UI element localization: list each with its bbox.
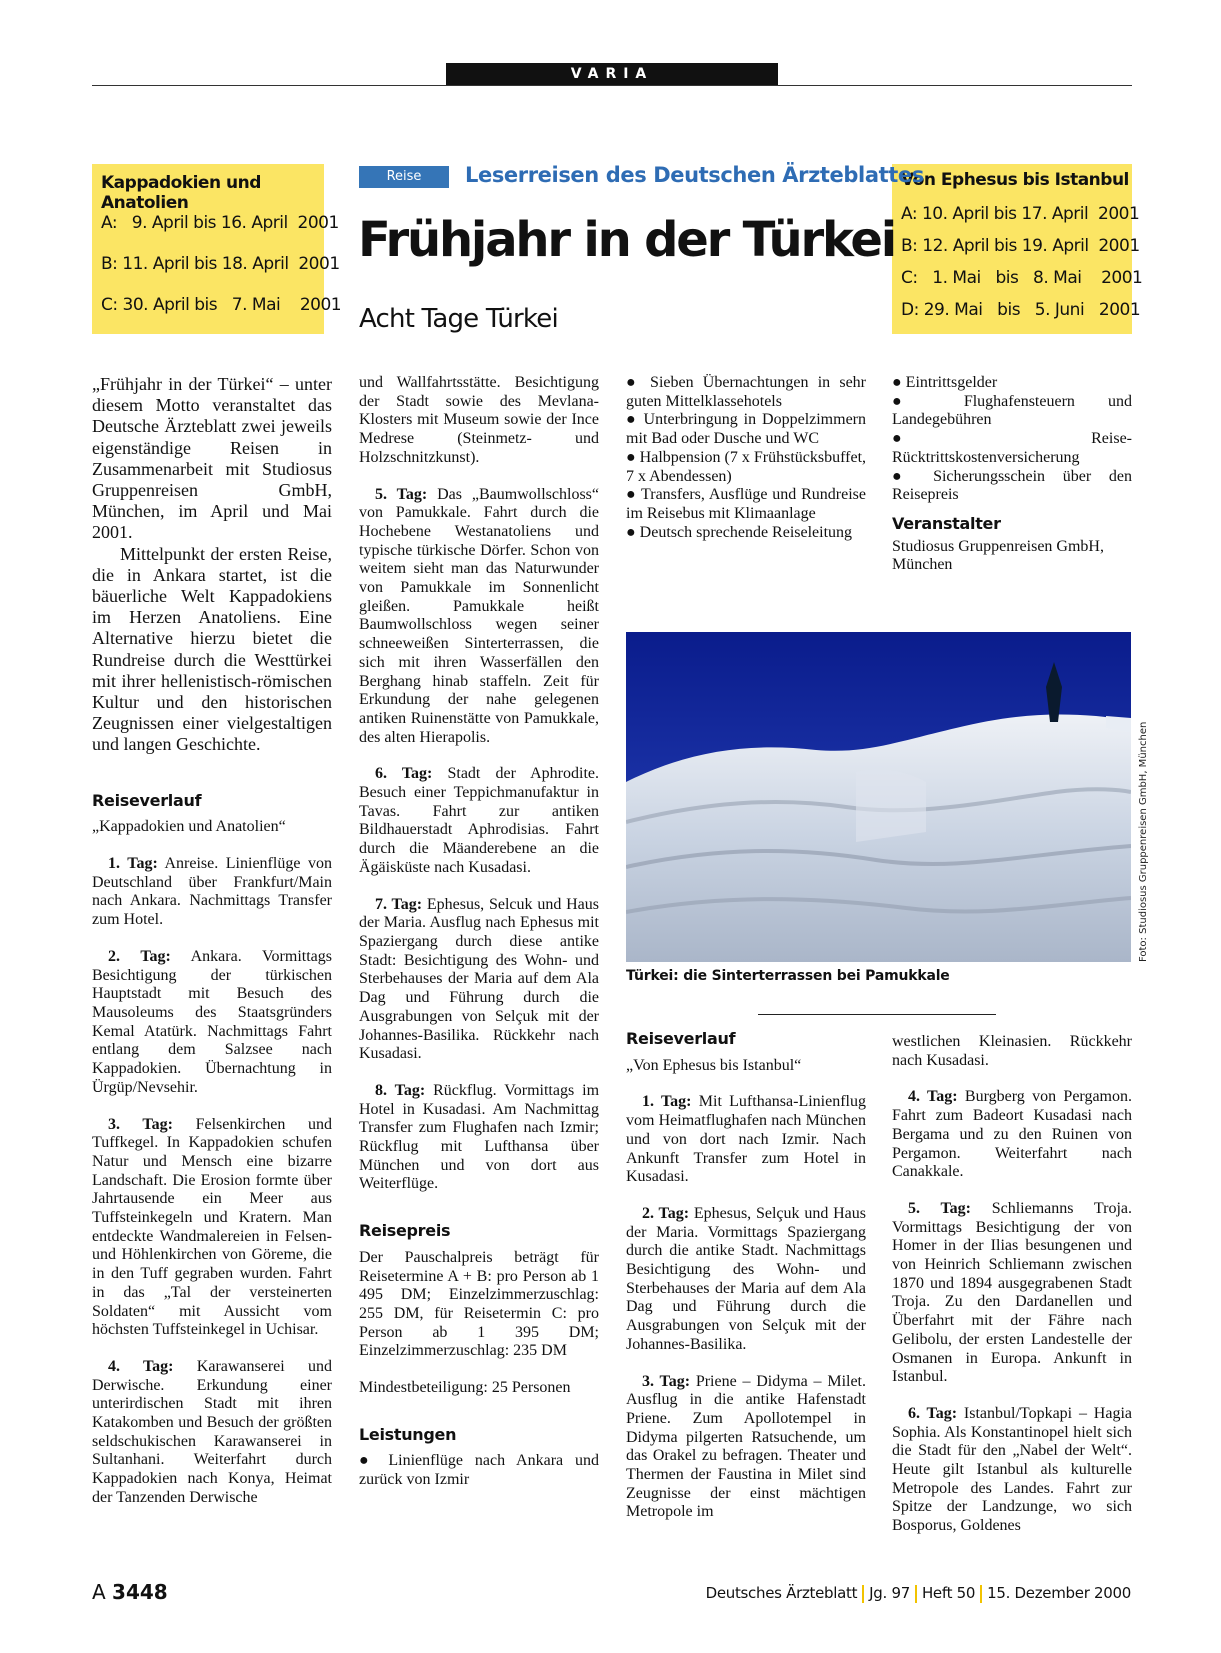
box-title: Kappadokien und Anatolien (101, 173, 261, 213)
service-item: ● Deutsch sprechende Reiseleitung (626, 523, 853, 541)
journal-volume: Jg. 97 (869, 1584, 910, 1602)
page-prefix: A (92, 1580, 106, 1604)
day-entry (892, 1405, 1132, 1536)
column-2 (359, 374, 599, 1490)
day-label: 1. Tag: (108, 855, 158, 873)
continued-text: und Wallfahrtsstätte. Besichtigung der Stadt sowie des Mevlana-Klosters mit Museum sowie der Ince Medrese (Steinmetz- und Holzschnitzkunst). (359, 374, 599, 466)
section-heading-leistungen: Leistungen (359, 1424, 457, 1444)
day-label: 4. Tag: (108, 1357, 174, 1375)
service-item: ● Eintrittsgelder (892, 374, 998, 391)
day-text: Istanbul/Topkapi – Hagia Sophia. Als Konstantinopel hielt sich die Stadt für den „Nabel der Welt“. Heute gilt Istanbul als kulturelle Metropole des Landes. Fahrt zur Spitze der Landzunge, wo sich Bosporus, Goldenes (892, 1404, 1132, 1535)
date-line-b: B: 12. April bis 19. April 2001 (901, 236, 1140, 256)
day-text: Priene – Didyma – Milet. Ausflug in die antike Hafenstadt Priene. Zum Apollotempel in Didyma pilgerten Ratsuchende, um das Orakel zu befragen. Theater und Thermen der Faustina in Milet sind Zeugnisse der einst mächtigen Metropole im (626, 1372, 867, 1521)
column-4-itinerary (892, 1033, 1132, 1536)
day-text: Ankara. Vormittags Besichtigung der türkischen Hauptstadt mit Besuch des Mausoleums des Staatsgründers Kemal Atatürk. Nachmittags Fahrt entlang dem Salzsee nach Kappadokien. Übernachtung in Ürgüp/Nevsehir. (92, 947, 332, 1096)
date-line-a: A: 9. April bis 16. April 2001 (101, 213, 339, 233)
journal-issue: Heft 50 (921, 1584, 976, 1602)
day-entry (92, 1358, 332, 1508)
day-entry (92, 948, 332, 1098)
service-item: ● Linienflüge nach Ankara und zurück von Izmir (359, 1452, 599, 1489)
column-1 (92, 374, 332, 1508)
day-entry (892, 1200, 1132, 1387)
day-entry (359, 1082, 599, 1194)
box-title: Von Ephesus bis Istanbul (901, 170, 1129, 190)
pamukkale-terraces-image (626, 632, 1131, 962)
intro-paragraph-2: Mittelpunkt der ersten Reise, die in Ankara startet, ist die bäuerliche Welt Kappadokiens im Herzen Anatoliens. Eine Alternative hierzu bietet die Rundreise durch die Westtürkei mit ihrer hellenistisch-römischen Kultur und den historischen Zeugnissen einer vielgestaltigen und langen Geschichte. (92, 543, 332, 755)
day-entry (626, 1205, 866, 1355)
date-line-d: D: 29. Mai bis 5. Juni 2001 (901, 300, 1141, 320)
day-text: Felsenkirchen und Tuffkegel. In Kappadokien schufen Natur und Mensch eine bizarre Landschaft. Die Erosion formte über Jahrtausende ein Meer aus Tuffsteinkegeln und Kratern. Man entdeckte Wandmalereien in Felsen- und Höhlenkirchen von Göreme, die in den Tuff gegraben wurden. Fahrt in das „Tal der versteinerten Soldaten“ mit Aussicht vom höchsten Tuffsteinkegel in Uchisar. (92, 1115, 333, 1339)
journal-name: Deutsches Ärzteblatt (705, 1584, 858, 1602)
day-label: 8. Tag: (375, 1081, 426, 1099)
date-line-a: A: 10. April bis 17. April 2001 (901, 204, 1140, 224)
column-3-services (626, 374, 866, 542)
day-text: Ephesus, Selçuk und Haus der Maria. Vormittags Spaziergang durch die antike Stadt. Nachmittags Besichtigung des Wohn- und Sterbehauses der Maria auf dem Ala Dag und Führung durch die Ausgrabungen von Selçuk mit der Johannes-Basilika. (626, 1204, 866, 1353)
article-subtitle: Acht Tage Türkei (359, 304, 558, 334)
section-label: VARIA (446, 63, 778, 85)
day-entry (892, 1088, 1132, 1182)
service-item: ● Unterbringung in Doppelzimmern mit Bad oder Dusche und WC (626, 411, 866, 448)
day-text: Mit Lufthansa-Linienflug vom Heimatflughafen nach München und von dort nach Izmir. Nach Ankunft Transfer zum Hotel in Kusadasi. (626, 1093, 867, 1186)
page-number (92, 1580, 168, 1604)
day-entry (359, 896, 599, 1064)
section-heading-veranstalter: Veranstalter (892, 513, 1001, 533)
photo-caption: Türkei: die Sinterterrassen bei Pamukkale (626, 968, 950, 984)
day-text: Stadt der Aphrodite. Besuch einer Teppichmanufaktur in Tavas. Fahrt zur antiken Bildhauerstadt Aphrodisias. Fahrt durch die Mäanderebene an die Ägäisküste nach Kusadasi. (359, 765, 599, 876)
continued-text: westlichen Kleinasien. Rückkehr nach Kusadasi. (892, 1033, 1132, 1069)
day-label: 5. Tag: (375, 485, 428, 503)
category-tag: Reise (359, 166, 449, 188)
section-divider (758, 1014, 996, 1015)
service-item: ● Sieben Übernachtungen in sehr guten Mittelklassehotels (626, 374, 866, 410)
day-label: 3. Tag: (642, 1372, 691, 1390)
article-title: Frühjahr in der Türkei (358, 212, 896, 268)
day-entry (359, 486, 599, 748)
day-entry (359, 765, 599, 877)
section-heading-reisepreis: Reisepreis (359, 1221, 451, 1241)
day-label: 7. Tag: (375, 895, 423, 913)
organizer-text: Studiosus Gruppenreisen GmbH, München (892, 537, 1104, 574)
day-label: 4. Tag: (908, 1088, 958, 1106)
service-item: ● Halbpension (7 x Frühstücksbuffet, 7 x Abendessen) (626, 448, 867, 485)
day-label: 2. Tag: (642, 1204, 690, 1222)
day-label: 1. Tag: (642, 1093, 692, 1111)
day-text: Das „Baumwollschloss“ von Pamukkale. Fahrt durch die Hochebene Westanatoliens und typische türkische Dörfer. Schon von weitem sieht man das Naturwunder von Pamukkale im Sonnenlicht gleißen. Pamukkale heißt Baumwollschloss wegen seiner schneeweißen Sinterterrassen, die sich mit ihren Wasserfällen den Berghang hinab staffeln. Zeit für Erkundung der nahe gelegenen antiken Ruinenstätte von Pamukkale, des alten Hierapolis. (359, 485, 599, 746)
column-4-services (892, 374, 1132, 575)
day-entry (92, 1116, 332, 1340)
page-number-value: 3448 (112, 1580, 168, 1604)
day-text: Karawanserei und Derwische. Erkundung einer unterirdischen Stadt mit ihren Katakomben und Besuch der größten seldschukischen Karawanserei in Sultanhani. Weiterfahrt durch Kappadokien nach Konya, Heimat der Tanzenden Derwische (92, 1357, 332, 1506)
day-text: Burgberg von Pergamon. Fahrt zum Badeort Kusadasi nach Bergama und zu den Ruinen von Pergamon. Weiterfahrt nach Canakkale. (892, 1088, 1132, 1181)
journal-footer (706, 1584, 1131, 1603)
journal-date: 15. Dezember 2000 (987, 1584, 1131, 1602)
day-entry (626, 1373, 866, 1523)
day-label: 6. Tag: (908, 1404, 958, 1422)
day-label: 6. Tag: (375, 765, 433, 783)
dates-box-kappadokien (92, 164, 342, 334)
photo-pamukkale (626, 632, 1131, 962)
day-label: 3. Tag: (108, 1115, 173, 1133)
photo-credit: Foto: Studiosus Gruppenreisen GmbH, München (1138, 721, 1149, 962)
date-line-b: B: 11. April bis 18. April 2001 (101, 254, 340, 274)
day-text: Anreise. Linienflüge von Deutschland über Frankfurt/Main nach Ankara. Nachmittags Transfer zum Hotel. (92, 855, 332, 929)
column-3-itinerary (626, 1030, 866, 1522)
date-line-c: C: 30. April bis 7. Mai 2001 (101, 295, 342, 315)
service-item: ● Reise-Rücktrittskostenversicherung (892, 430, 1132, 466)
separator (862, 1585, 864, 1603)
separator (915, 1585, 917, 1603)
day-text: Rückflug. Vormittags im Hotel in Kusadasi. Am Nachmittag Transfer zum Flughafen nach Izmir; Rückflug mit Lufthansa über München und von dort aus Weiterflüge. (359, 1081, 600, 1193)
minimum-participants: Mindestbeteiligung: 25 Personen (359, 1379, 571, 1397)
service-item: ● Transfers, Ausflüge und Rundreise im Reisebus mit Klimaanlage (626, 486, 866, 522)
day-entry (626, 1093, 866, 1187)
separator (980, 1585, 982, 1603)
day-text: Ephesus, Selcuk und Haus der Maria. Ausflug nach Ephesus mit Spaziergang durch diese antike Stadt: Besichtigung des Wohn- und Sterbehauses der Maria auf dem Ala Dag und Führung durch die Ausgrabungen von Selçuk mit der Johannes-Basilika. Rückkehr nach Kusadasi. (359, 895, 599, 1063)
day-label: 5. Tag: (908, 1199, 971, 1217)
day-entry (92, 855, 332, 930)
intro-paragraph-1: „Frühjahr in der Türkei“ – unter diesem Motto veranstaltet das Deutsche Ärzteblatt zwei jeweils eigenständige Reisen in Zusammenarbeit mit Studiosus Gruppenreisen GmbH, München, im April und Mai 2001. (92, 374, 332, 543)
day-text: Schliemanns Troja. Vormittags Besichtigung der von Homer in der Ilias besungenen und von Heinrich Schliemann zwischen 1870 und 1894 ausgegrabenen Stadt Troja. Zu den Dardanellen und Überfahrt mit der Fähre nach Gelibolu, der ersten Landestelle der Osmanen in Europa. Ankunft in Istanbul. (892, 1199, 1133, 1386)
article-kicker: Leserreisen des Deutschen Ärzteblattes (465, 163, 924, 187)
section-heading-reiseverlauf: Reiseverlauf (92, 790, 202, 810)
service-item: ● Flughafensteuern und Landegebühren (892, 392, 1132, 429)
price-text: Der Pauschalpreis beträgt für Reisetermine A + B: pro Person ab 1 495 DM; Einzelzimmerzuschlag: 255 DM, für Reisetermin C: pro Person ab 1 395 DM; Einzelzimmerzuschlag: 235 DM (359, 1248, 599, 1360)
tour-name: „Kappadokien und Anatolien“ (92, 818, 286, 836)
dates-box-ephesus (892, 164, 1143, 334)
tour-name: „Von Ephesus bis Istanbul“ (626, 1056, 802, 1074)
service-item: ● Sicherungsschein über den Reisepreis (892, 467, 1132, 504)
day-label: 2. Tag: (108, 947, 171, 965)
date-line-c: C: 1. Mai bis 8. Mai 2001 (901, 268, 1143, 288)
header-rule (92, 85, 1132, 86)
section-heading-reiseverlauf: Reiseverlauf (626, 1029, 736, 1048)
